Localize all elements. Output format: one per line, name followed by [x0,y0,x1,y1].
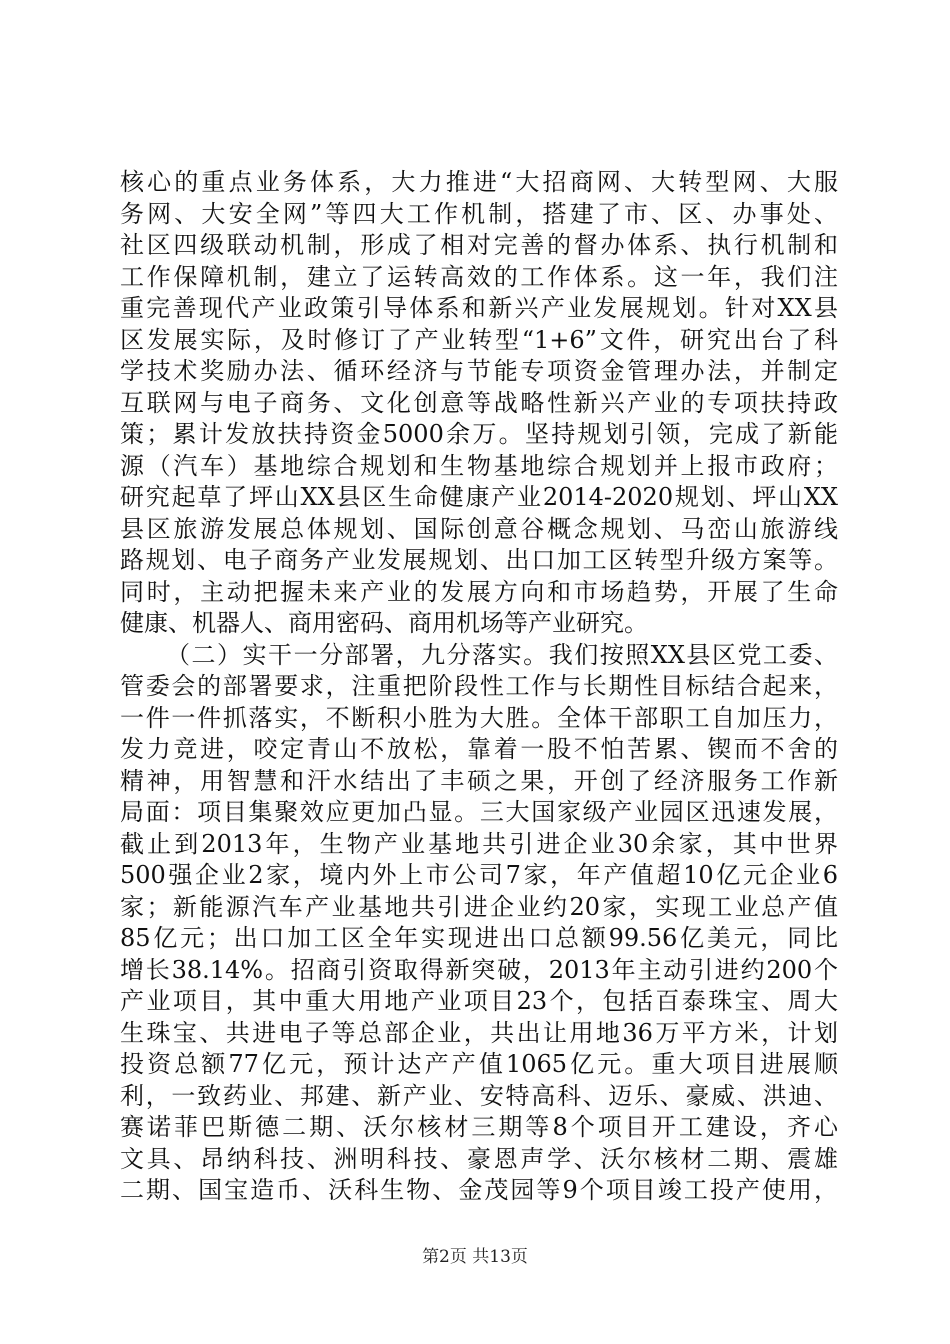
text-line: 局面：项目集聚效应更加凸显。三大国家级产业园区迅速发展， [120,798,838,826]
text-line: 文具、昂纳科技、洲明科技、豪恩声学、沃尔核材二期、震雄 [120,1144,838,1173]
text-line: 生珠宝、共进电子等总部企业，共出让用地36万平方米，计划 [120,1018,838,1047]
text-line: 赛诺菲巴斯德二期、沃尔核材三期等8个项目开工建设，齐心 [120,1113,838,1141]
text-line: 路规划、电子商务产业发展规划、出口加工区转型升级方案等。 [120,546,838,574]
text-line: 学技术奖励办法、循环经济与节能专项资金管理办法，并制定 [120,357,838,385]
text-line: 重完善现代产业政策引导体系和新兴产业发展规划。针对XX县 [120,294,838,322]
text-line: 管委会的部署要求，注重把阶段性工作与长期性目标结合起来， [120,672,838,700]
text-line: 区发展实际，及时修订了产业转型“1+6”文件，研究出台了科 [120,325,838,354]
text-line: （二）实干一分部署，九分落实。我们按照XX县区党工委、 [166,640,838,669]
text-line: 源（汽车）基地综合规划和生物基地综合规划并上报市政府； [120,451,838,480]
text-line: 核心的重点业务体系，大力推进“大招商网、大转型网、大服 [120,168,838,196]
text-line: 互联网与电子商务、文化创意等战略性新兴产业的专项扶持政 [120,388,838,417]
text-line: 同时，主动把握未来产业的发展方向和市场趋势，开展了生命 [120,577,838,606]
text-line: 家；新能源汽车产业基地共引进企业约20家，实现工业总产值 [120,892,838,921]
text-line: 社区四级联动机制，形成了相对完善的督办体系、执行机制和 [120,231,838,259]
text-line: 500强企业2家，境内外上市公司7家，年产值超10亿元企业6 [120,861,838,889]
text-line: 85亿元；出口加工区全年实现进出口总额99.56亿美元，同比 [120,924,838,952]
document-body [120,167,838,1207]
text-line: 一件一件抓落实，不断积小胜为大胜。全体干部职工自加压力， [120,703,838,732]
text-line: 精神，用智慧和汗水结出了丰硕之果，开创了经济服务工作新 [120,766,838,795]
text-line: 利，一致药业、邦建、新产业、安特高科、迈乐、豪威、洪迪、 [120,1081,838,1110]
text-line: 截止到2013年，生物产业基地共引进企业30余家，其中世界 [120,829,838,858]
text-line: 工作保障机制，建立了运转高效的工作体系。这一年，我们注 [120,262,838,291]
text-line: 健康、机器人、商用密码、商用机场等产业研究。 [120,609,648,637]
text-line: 二期、国宝造币、沃科生物、金茂园等9个项目竣工投产使用， [120,1176,838,1204]
text-line: 县区旅游发展总体规划、国际创意谷概念规划、马峦山旅游线 [120,514,838,543]
text-line: 产业项目，其中重大用地产业项目23个，包括百泰珠宝、周大 [120,987,838,1015]
text-line: 增长38.14%。招商引资取得新突破，2013年主动引进约200个 [120,955,838,984]
text-line: 务网、大安全网”等四大工作机制，搭建了市、区、办事处、 [120,199,838,228]
text-line: 发力竞进，咬定青山不放松，靠着一股不怕苦累、锲而不舍的 [120,735,838,763]
text-line: 投资总额77亿元，预计达产产值1065亿元。重大项目进展顺 [120,1050,838,1078]
text-line: 策；累计发放扶持资金5000余万。坚持规划引领，完成了新能 [120,420,838,448]
text-line: 研究起草了坪山XX县区生命健康产业2014-2020规划、坪山XX [120,483,838,511]
page-footer: 第2页 共13页 [422,1247,528,1267]
